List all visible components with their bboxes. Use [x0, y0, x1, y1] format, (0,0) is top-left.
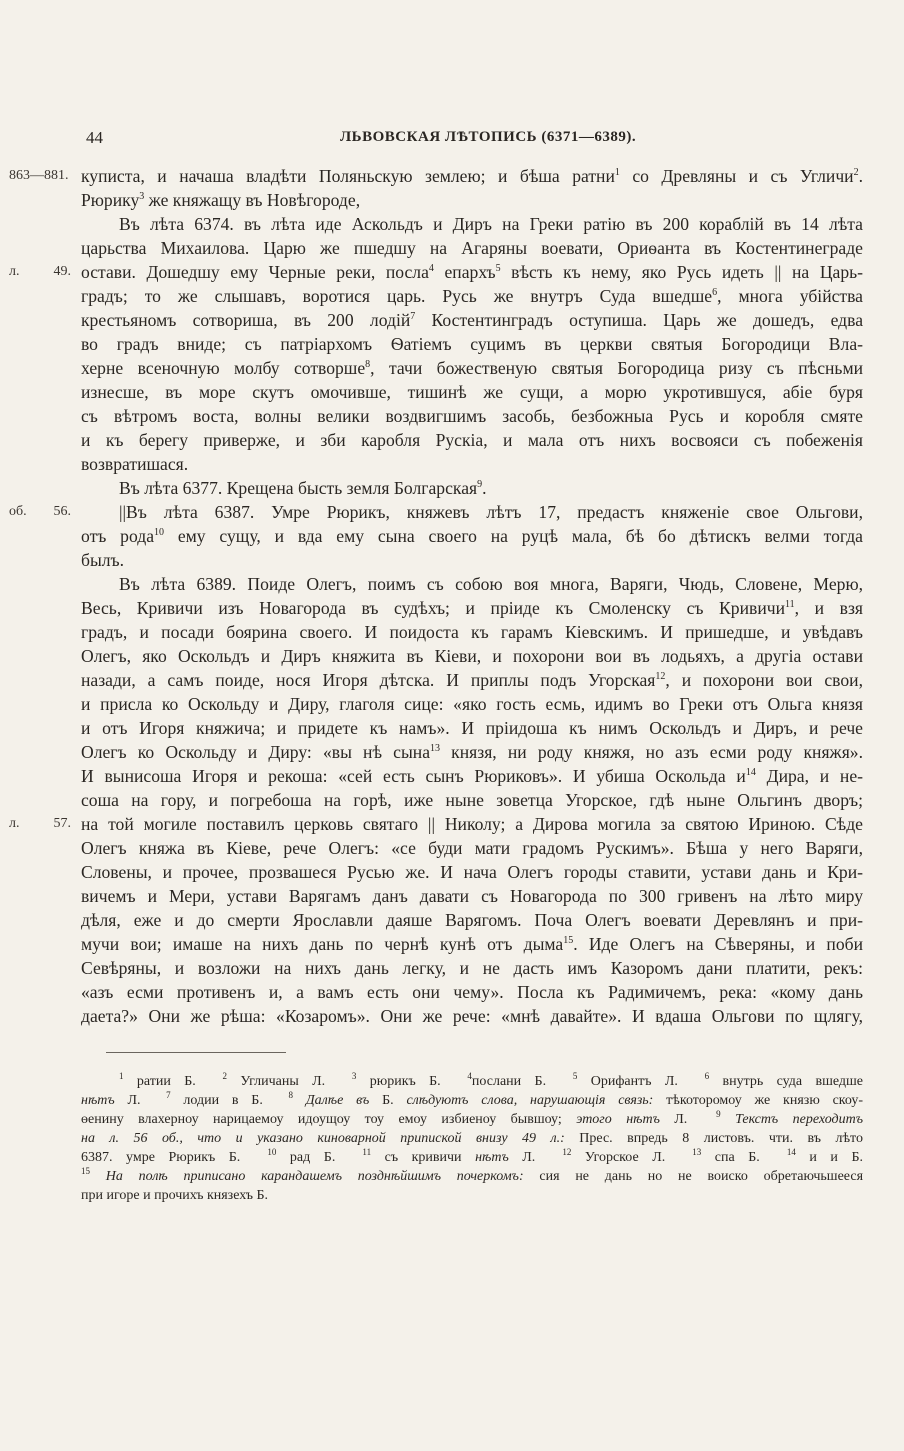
- text-line: [81, 212, 863, 236]
- line-text: остави. Дошедшу ему Черные реки, посла$^4$ епархъ$^5$ вѣсть къ нему, яко Русь идеть || на Царь-: [81, 262, 864, 282]
- margin-note: об. 56.: [9, 504, 71, 519]
- line-text: вичемъ и Мери, устави Варягамъ данъ давати съ Новагорода по 300 гривенъ на лѣто миру: [81, 886, 863, 906]
- footnote-line: $^{15}$ На полѣ приписано карандашемъ позднѣйшимъ почеркомъ: сия не дань но не воиско обретаючьшееся: [81, 1166, 864, 1184]
- main-text: [9, 164, 864, 1028]
- line-text: мучи вои; имаше на нихъ дань по чернѣ кунѣ отъ дыма$^{15}$. Иде Олегъ на Сѣверяны, и поби: [81, 934, 863, 954]
- text-line: [81, 956, 863, 980]
- text-line: [81, 284, 863, 308]
- text-line: [81, 236, 863, 260]
- line-text: ||Въ лѣта 6387. Умре Рюрикъ, княжевъ лѣтъ 17, предастъ княженіе свое Ольгови,: [119, 502, 863, 522]
- footnote-line: на л. 56 об., что и указано киноварной припиской внизу 49 л.: Прес. впредь 8 листовъ. чти. въ лѣто: [81, 1131, 863, 1146]
- footnote-divider: [106, 1052, 286, 1053]
- text-line: [81, 380, 863, 404]
- margin-note: л. 49.: [9, 264, 71, 279]
- line-text: Въ лѣта 6374. въ лѣта иде Аскольдъ и Диръ на Греки ратію въ 200 кораблій въ 14 лѣта: [119, 214, 863, 234]
- line-text: куписта, и начаша владѣти Поляньскую землею; и бѣша ратни$^1$ со Древляны и съ Угличи$^2$.: [81, 166, 864, 186]
- text-line: [81, 764, 863, 788]
- line-text: Олегъ княжа въ Кіеве, рече Олегъ: «се буди мати градомъ Рускимъ». Бѣша у него Варяги,: [81, 838, 863, 858]
- text-line: [9, 500, 863, 524]
- footnotes: [81, 1072, 863, 1205]
- line-text: Севѣряны, и возложи на нихъ дань легку, и не дасть имъ Казоромъ дани платити, рекъ:: [81, 958, 863, 978]
- line-text: крестьяномъ сотвориша, въ 200 лодій$^7$ Костентинградъ оступиша. Царь же дошедъ, едва: [81, 310, 863, 330]
- text-line: [81, 404, 863, 428]
- text-line: [81, 452, 863, 476]
- text-line: [81, 620, 863, 644]
- text-line: [9, 164, 864, 188]
- line-text: градъ; то же слышавъ, воротися царь. Русь же внутръ Суда вшедше$^6$, многа убійства: [81, 286, 863, 306]
- margin-note: 863—881.: [9, 168, 69, 183]
- line-text: и къ берегу приверже, и зби каробля Рускіа, и мала отъ нихъ восвояси съ побеженія: [81, 430, 863, 450]
- line-text: и присла ко Оскольду и Диру, глаголя сице: «яко гость есмь, идимъ во Греки отъ Ольга князя: [81, 694, 863, 714]
- line-text: Весь, Кривичи изъ Новагорода въ судѣхъ; и пріиде къ Смоленску съ Кривичи$^{11}$, и взя: [81, 598, 863, 618]
- text-line: [81, 716, 863, 740]
- line-text: назади, а самъ поиде, нося Игоря дѣтска. И приплы подъ Угорская$^{12}$, и похорони вои свои,: [81, 670, 863, 690]
- line-text: даета?» Они же рѣша: «Козаромъ». Они же рече: «мнѣ давайте». И вдаша Ольгови по щлягу,: [81, 1006, 863, 1026]
- margin-note: л. 57.: [9, 816, 71, 831]
- text-line: [81, 1004, 863, 1028]
- text-line: [81, 788, 863, 812]
- line-text: Олегъ, яко Оскольдъ и Диръ княжита въ Кіеви, и похорони вои въ лодьяхъ, а другіа остави: [81, 646, 863, 666]
- text-line: [81, 740, 863, 764]
- text-line: [81, 644, 863, 668]
- text-line: [81, 524, 863, 548]
- line-text: градъ, и посади боярина своего. И поидоста къ гарамъ Кіевскимъ. И пришедше, и увѣдавъ: [81, 622, 863, 642]
- text-line: [81, 572, 863, 596]
- line-text: возвратишася.: [81, 454, 189, 474]
- running-title: ЛЬВОВСКАЯ ЛѢТОПИСЬ (6371—6389).: [340, 129, 637, 145]
- text-line: [81, 884, 863, 908]
- line-text: Словены, и прочее, прозвашеся Русью же. И нача Олегъ городы ставити, устави дань и Кри-: [81, 862, 863, 882]
- footnote-line: ѳенину влахерноу нарицаемоу идоущоу тоу емоу избиеноу бывшоу; этого нѣтъ Л. $^9$ Текстъ переходитъ: [81, 1109, 864, 1127]
- text-line: [81, 932, 863, 956]
- line-text: «азъ есми противенъ и, а вамъ есть они чему». Посла къ Радимичемъ, река: «кому дань: [81, 982, 863, 1002]
- text-line: [9, 812, 863, 836]
- line-text: Въ лѣта 6389. Поиде Олегъ, поимъ съ собою воя многа, Варяги, Чюдь, Словене, Мерю,: [119, 574, 863, 594]
- text-line: [81, 836, 863, 860]
- text-line: [81, 548, 863, 572]
- line-text: херне всеночную молбу сотворше$^8$, тачи божественую святыя Богородица ризу съ пѣсньми: [81, 358, 863, 378]
- footnote-line: нѣтъ Л. $^7$ лодии в Б. $^8$ Далѣе въ Б. слѣдуютъ слова, нарушающія связь: тѣкоторомоу же князю скоу-: [81, 1090, 864, 1108]
- text-line: [81, 980, 863, 1004]
- line-text: изнесше, въ море скутъ омочивше, тишинѣ же сущи, а морю укротившуся, абіе буря: [81, 382, 863, 402]
- line-text: отъ рода$^{10}$ ему сущу, и вда ему сына своего на руцѣ мала, бѣ бо дѣтискъ велми тогда: [81, 526, 863, 546]
- line-text: Рюрику$^3$ же княжащу въ Новѣгороде,: [81, 190, 361, 210]
- text-line: [81, 428, 863, 452]
- line-text: соша на гору, и погребоша на горѣ, иже ныне зоветца Угорское, гдѣ ныне Ольгинъ дворъ;: [81, 790, 863, 810]
- page-header: [0, 128, 904, 156]
- text-line: [81, 476, 863, 500]
- text-line: [81, 860, 863, 884]
- line-text: Въ лѣта 6377. Крещена бысть земля Болгарская$^9$.: [119, 478, 487, 498]
- footnote-line: 6387. умре Рюрикъ Б. $^{10}$ рад Б. $^{11}$ съ кривичи нѣтъ Л. $^{12}$ Угорское Л. $^{13}$ спа Б. $^{14}$ и и Б.: [81, 1147, 864, 1165]
- line-text: на той могиле поставилъ церковь святаго || Николу; а Дирова могила за святою Ириною. Сѣде: [81, 814, 863, 834]
- text-line: [81, 668, 863, 692]
- line-text: дѣля, еже и до смерти Ярославли даяше Варягомъ. Поча Олегъ воевати Деревлянъ и при-: [81, 910, 863, 930]
- text-line: [81, 908, 863, 932]
- line-text: во градъ вниде; съ патріархомъ Ѳатіемъ суцимъ въ церкви святыя Богородици Вла-: [81, 334, 863, 354]
- page-number: 44: [86, 128, 103, 147]
- line-text: И вынисоша Игоря и рекоша: «сей есть сынъ Рюриковъ». И убиша Оскольда $и^{14}$ Дира, и не-: [81, 766, 863, 786]
- line-text: съ вѣтромъ воста, волны велики воздвигшимъ засобь, безбожныа Русь и коробля смяте: [81, 406, 863, 426]
- text-line: [81, 596, 863, 620]
- text-line: [9, 260, 864, 284]
- line-text: былъ.: [81, 550, 125, 570]
- footnote-line: при игоре и прочихъ князехъ Б.: [81, 1188, 268, 1203]
- text-line: [81, 188, 863, 212]
- line-text: Олегъ ко Оскольду и Диру: «вы нѣ сына$^{13}$ князя, ни роду княжя, но азъ есми роду княжя».: [81, 742, 863, 762]
- text-line: [81, 692, 863, 716]
- text-line: [81, 332, 863, 356]
- text-line: [81, 308, 863, 332]
- text-line: [81, 356, 863, 380]
- footnote-line: $^1$ ратии Б. $^2$ Угличаны Л. $^3$ рюрикъ Б. $^4$послани Б. $^5$ Орифантъ Л. $^6$ внутрь суда вшедше: [119, 1071, 864, 1089]
- line-text: царьства Михаилова. Царю же пшедшу на Агаряны воевати, Ориѳанта въ Костентинеграде: [81, 238, 863, 258]
- line-text: и отъ Игоря княжича; и придете къ намъ». И пріидоша къ нимъ Оскольдъ и Диръ, и рече: [81, 718, 863, 738]
